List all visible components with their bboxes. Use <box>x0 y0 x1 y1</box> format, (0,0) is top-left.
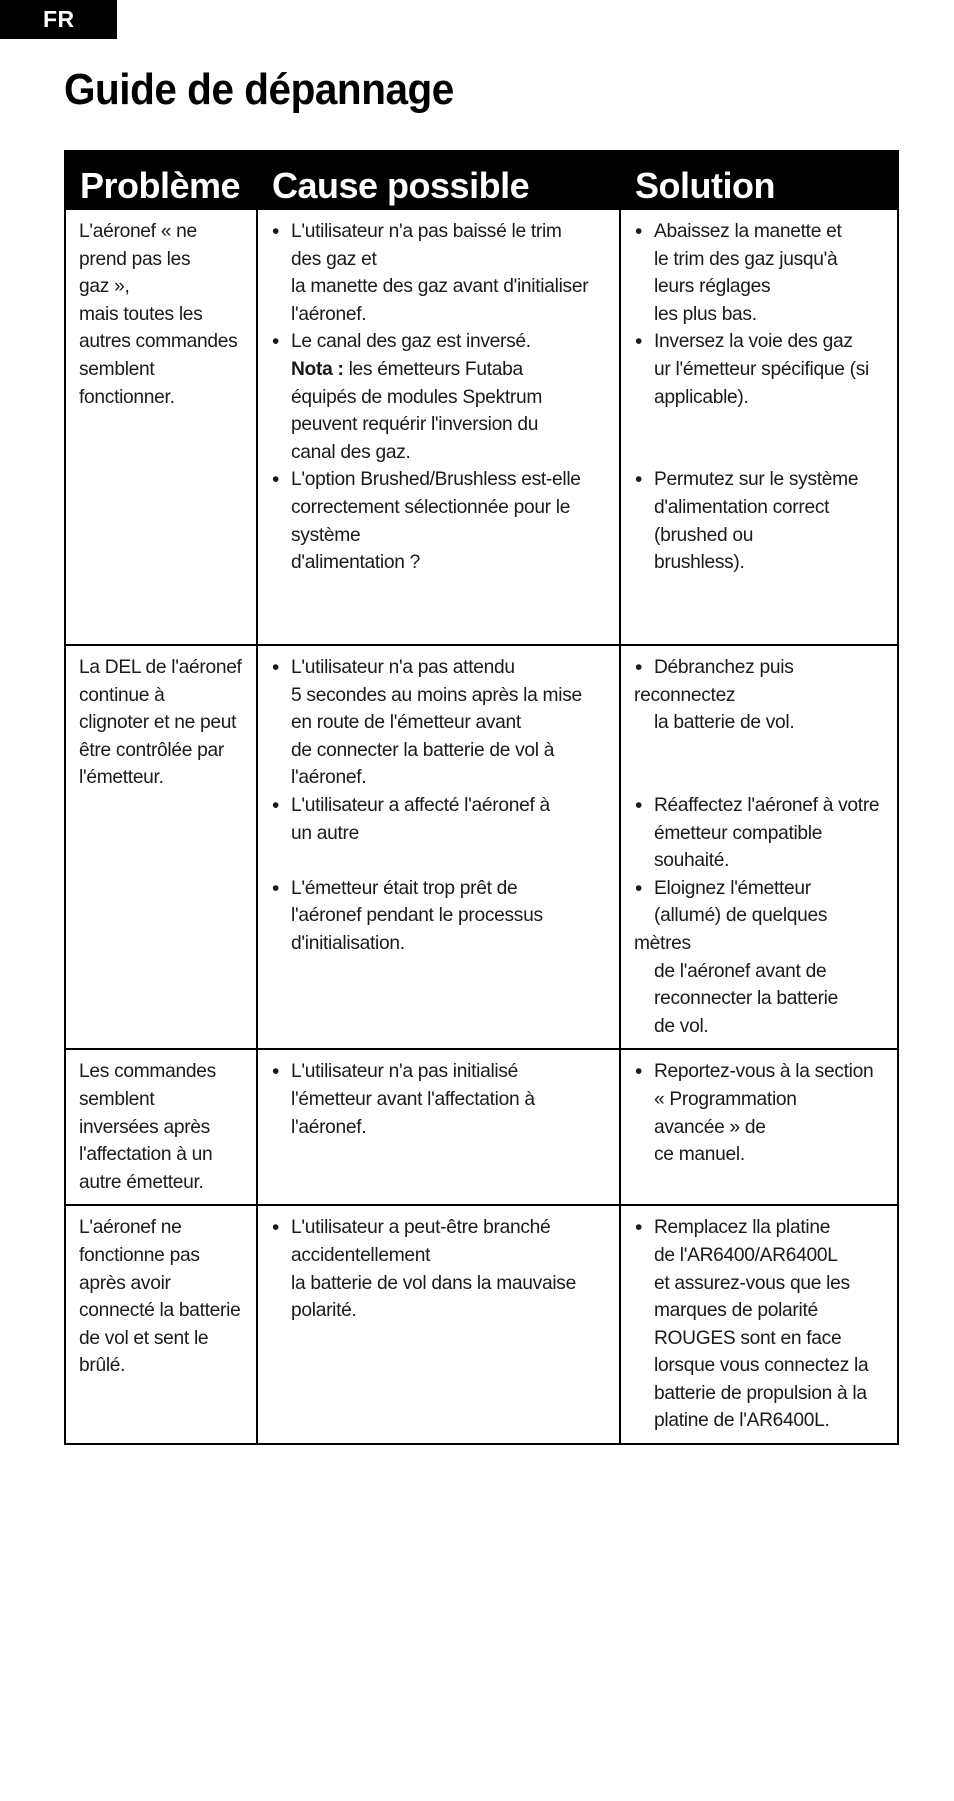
list-item: • Inversez la voie des gaz ur l'émetteur spécifique (si applicable). <box>634 328 887 411</box>
list-item: • Abaissez la manette et le trim des gaz jusqu'à leurs réglages les plus bas. <box>634 218 887 328</box>
list-item: • L'option Brushed/Brushless est-elle correctement sélectionnée pour le système d'alimentation ? <box>271 466 609 576</box>
solution-cell <box>620 1049 898 1205</box>
cause-cell <box>257 1205 620 1444</box>
table-row <box>65 645 898 1049</box>
header-problem: Problème <box>65 151 257 209</box>
table-row <box>65 1205 898 1444</box>
cause-cell <box>257 209 620 645</box>
problem-cell: La DEL de l'aéronef continue à clignoter et ne peut être contrôlée par l'émetteur. <box>65 645 257 1049</box>
list-item: • L'utilisateur n'a pas initialisé l'émetteur avant l'affectation à l'aéronef. <box>271 1058 609 1141</box>
header-cause: Cause possible <box>257 151 620 209</box>
table-header-row <box>65 151 898 209</box>
solution-cell <box>620 645 898 1049</box>
list-item: • Permutez sur le système d'alimentation correct (brushed ou brushless). <box>634 466 887 576</box>
problem-cell: L'aéronef « ne prend pas les gaz », mais toutes les autres commandes semblent fonctionner. <box>65 209 257 645</box>
list-item: • Débranchez puis reconnectez la batterie de vol. <box>634 654 887 737</box>
list-item: • L'utilisateur n'a pas baissé le trim des gaz et la manette des gaz avant d'initialiser l'aéronef. <box>271 218 609 328</box>
cause-cell <box>257 1049 620 1205</box>
list-item: • L'émetteur était trop prêt de l'aéronef pendant le processus d'initialisation. <box>271 875 609 958</box>
solution-cell <box>620 209 898 645</box>
list-item: • Eloignez l'émetteur (allumé) de quelques mètres de l'aéronef avant de reconnecter la batterie de vol. <box>634 875 887 1041</box>
list-item: • L'utilisateur a affecté l'aéronef à un autre <box>271 792 609 847</box>
list-item: • Le canal des gaz est inversé. Nota : les émetteurs Futaba équipés de modules Spektrum peuvent requérir l'inversion du canal des gaz. <box>271 328 609 466</box>
note-label: Nota : <box>291 358 344 380</box>
problem-cell: L'aéronef ne fonctionne pas après avoir connecté la batterie de vol et sent le brûlé. <box>65 1205 257 1444</box>
table-row <box>65 209 898 645</box>
list-item: • Reportez-vous à la section « Programmation avancée » de ce manuel. <box>634 1058 887 1168</box>
problem-cell: Les commandes semblent inversées après l'affectation à un autre émetteur. <box>65 1049 257 1205</box>
list-item: • Remplacez lla platine de l'AR6400/AR6400L et assurez-vous que les marques de polarité ROUGES sont en face lorsque vous connectez la batterie de propulsion à la platine de l'AR6400L. <box>634 1214 887 1435</box>
list-item: • L'utilisateur n'a pas attendu 5 secondes au moins après la mise en route de l'émetteur avant de connecter la batterie de vol à l'aéronef. <box>271 654 609 792</box>
list-item: • Réaffectez l'aéronef à votre émetteur compatible souhaité. <box>634 792 887 875</box>
cause-cell <box>257 645 620 1049</box>
solution-cell <box>620 1205 898 1444</box>
header-solution: Solution <box>620 151 898 209</box>
troubleshooting-table <box>64 150 899 1445</box>
table-row <box>65 1049 898 1205</box>
language-tab: FR <box>0 0 117 39</box>
list-item: • L'utilisateur a peut-être branché accidentellement la batterie de vol dans la mauvaise polarité. <box>271 1214 609 1324</box>
page-title: Guide de dépannage <box>64 65 454 114</box>
